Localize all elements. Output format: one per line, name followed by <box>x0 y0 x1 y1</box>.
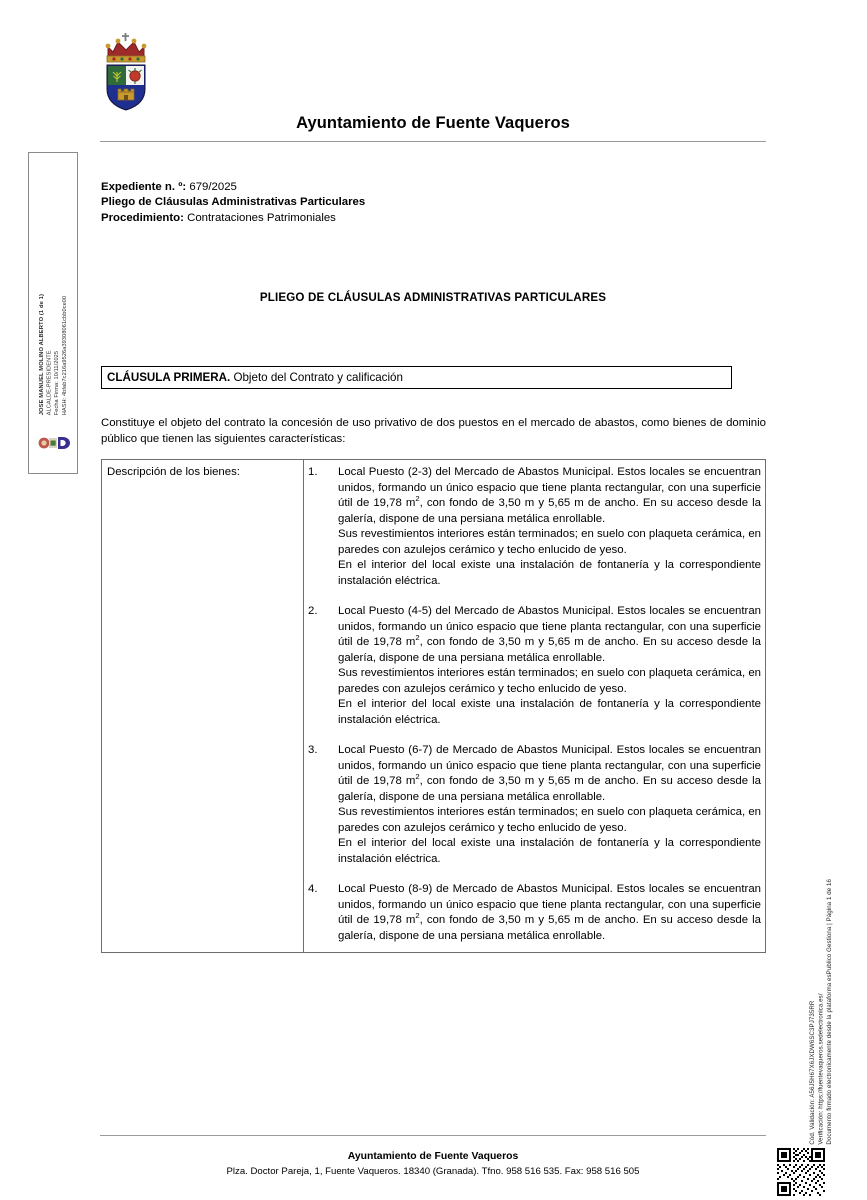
bienes-list-cell <box>304 460 765 952</box>
validation-sidebar <box>800 745 834 1145</box>
pliego-label: Pliego de Cláusulas Administrativas Particulares <box>101 196 366 209</box>
bien-superscript: 2 <box>415 911 420 921</box>
bien-paragraph-2: Sus revestimientos interiores están terminados; en suelo con plaqueta cerámica, en paredes con azulejos cerámico y techo enlucido de yeso. <box>338 806 761 834</box>
bien-paragraph-3: En el interior del local existe una instalación de fontanería y la correspondiente instalación eléctrica. <box>338 559 761 587</box>
bien-text-a: Local Puesto (2-3) del Mercado de Abastos Municipal. Estos locales se encuentran unidos, formando un único espacio que tiene planta rectangular, con una superficie útil de 19,78 m <box>338 466 761 509</box>
bien-text-a: Local Puesto (4-5) del Mercado de Abastos Municipal. Estos locales se encuentran unidos, formando un único espacio que tiene planta rectangular, con una superficie útil de 19,78 m <box>338 605 761 648</box>
bien-text-a: Local Puesto (6-7) de Mercado de Abastos Municipal. Estos locales se encuentran unidos, formando un único espacio que tiene planta rectangular, con una superficie útil de 19,78 m <box>338 744 761 787</box>
clause-header-box <box>101 366 732 389</box>
footer-divider <box>100 1135 766 1136</box>
bien-superscript: 2 <box>415 494 420 504</box>
document-metadata <box>101 180 601 226</box>
footer-title: Ayuntamiento de Fuente Vaqueros <box>347 1151 519 1162</box>
document-main-heading: PLIEGO DE CLÁUSULAS ADMINISTRATIVAS PARTICULARES <box>259 291 607 304</box>
validation-text-block <box>809 879 834 1145</box>
bien-text-b: , con fondo de 3,50 m y 5,65 m de ancho. En su acceso desde la galería, dispone de una persiana metálica enrollable. <box>338 775 761 803</box>
clause-number: CLÁUSULA PRIMERA. <box>107 371 231 384</box>
signer-name: JOSE MANUEL MOLINO ALBERTO (1 de 1) <box>38 293 45 415</box>
expediente-line <box>101 180 601 195</box>
procedimiento-label: Procedimiento: <box>101 211 184 224</box>
bien-paragraph-1 <box>338 882 761 944</box>
procedimiento-value: Contrataciones Patrimoniales <box>187 211 336 224</box>
bien-paragraph-2: Sus revestimientos interiores están terminados; en suelo con plaqueta cerámica, en paredes con azulejos cerámico y techo enlucido de yeso. <box>338 667 761 695</box>
validation-platform-line: Documento firmado electronicamente desde la plataforma esPublico Gestiona | Página 1 de 16 <box>825 879 833 1145</box>
bien-superscript: 2 <box>415 772 420 782</box>
header-divider <box>100 141 766 142</box>
bien-paragraph-1 <box>338 465 761 527</box>
list-item <box>338 465 761 589</box>
pliego-line <box>101 195 601 210</box>
validation-url-line: Verificación: https://fuentevaqueros.sedelectronica.es/ <box>817 993 825 1145</box>
qr-code-icon <box>775 1146 827 1198</box>
procedimiento-line <box>101 211 601 226</box>
list-item <box>338 604 761 728</box>
page-title: Ayuntamiento de Fuente Vaqueros <box>296 114 570 132</box>
bienes-label-cell: Descripción de los bienes: <box>102 460 304 952</box>
clause-title: Objeto del Contrato y calificación <box>233 371 403 384</box>
coat-of-arms-icon <box>98 27 154 113</box>
bien-text-a: Local Puesto (8-9) de Mercado de Abastos Municipal. Estos locales se encuentran unidos, formando un único espacio que tiene planta rectangular, con una superficie útil de 19,78 m <box>338 883 761 926</box>
bien-paragraph-2: Sus revestimientos interiores están terminados; en suelo con plaqueta cerámica, en paredes con azulejos cerámico y techo enlucido de yeso. <box>338 528 761 556</box>
bien-paragraph-1 <box>338 743 761 805</box>
list-item <box>338 882 761 944</box>
expediente-label: Expediente n. º: <box>101 181 187 193</box>
signature-sidebar <box>28 152 78 474</box>
bien-text-b: , con fondo de 3,50 m y 5,65 m de ancho. En su acceso desde la galería, dispone de una persiana metálica enrollable. <box>338 914 761 942</box>
signature-date: Fecha Firma: 10/11/2025 <box>54 350 60 415</box>
signature-stamp-icon <box>38 433 70 453</box>
footer-address: Plza. Doctor Pareja, 1, Fuente Vaqueros. 18340 (Granada). Tfno. 958 516 535. Fax: 958 516 505 <box>226 1166 640 1177</box>
list-item <box>338 743 761 867</box>
bien-paragraph-1 <box>338 604 761 666</box>
expediente-value: 679/2025 <box>189 181 237 193</box>
validation-code-line: Cód. Validación: A56J5H67X6JXDW6SC3PJ735RR <box>808 1001 816 1145</box>
intro-paragraph: Constituye el objeto del contrato la concesión de uso privativo de dos puestos en el mercado de abastos, como bienes de dominio público que tienen las siguientes características: <box>101 417 766 445</box>
signature-hash: HASH: 4bfab7c216a9526a39308061cbb0ce00 <box>61 295 68 415</box>
bien-text-b: , con fondo de 3,50 m y 5,65 m de ancho. En su acceso desde la galería, dispone de una persiana metálica enrollable. <box>338 636 761 664</box>
bien-paragraph-3: En el interior del local existe una instalación de fontanería y la correspondiente instalación eléctrica. <box>338 698 761 726</box>
bienes-table <box>101 459 766 953</box>
bien-text-b: , con fondo de 3,50 m y 5,65 m de ancho. En su acceso desde la galería, dispone de una persiana metálica enrollable. <box>338 497 761 525</box>
signature-text-block <box>29 153 79 415</box>
bien-paragraph-3: En el interior del local existe una instalación de fontanería y la correspondiente instalación eléctrica. <box>338 837 761 865</box>
signer-role: ALCALDE-PRESIDENTE <box>46 350 53 415</box>
bien-superscript: 2 <box>415 633 420 643</box>
bienes-list <box>308 465 761 944</box>
